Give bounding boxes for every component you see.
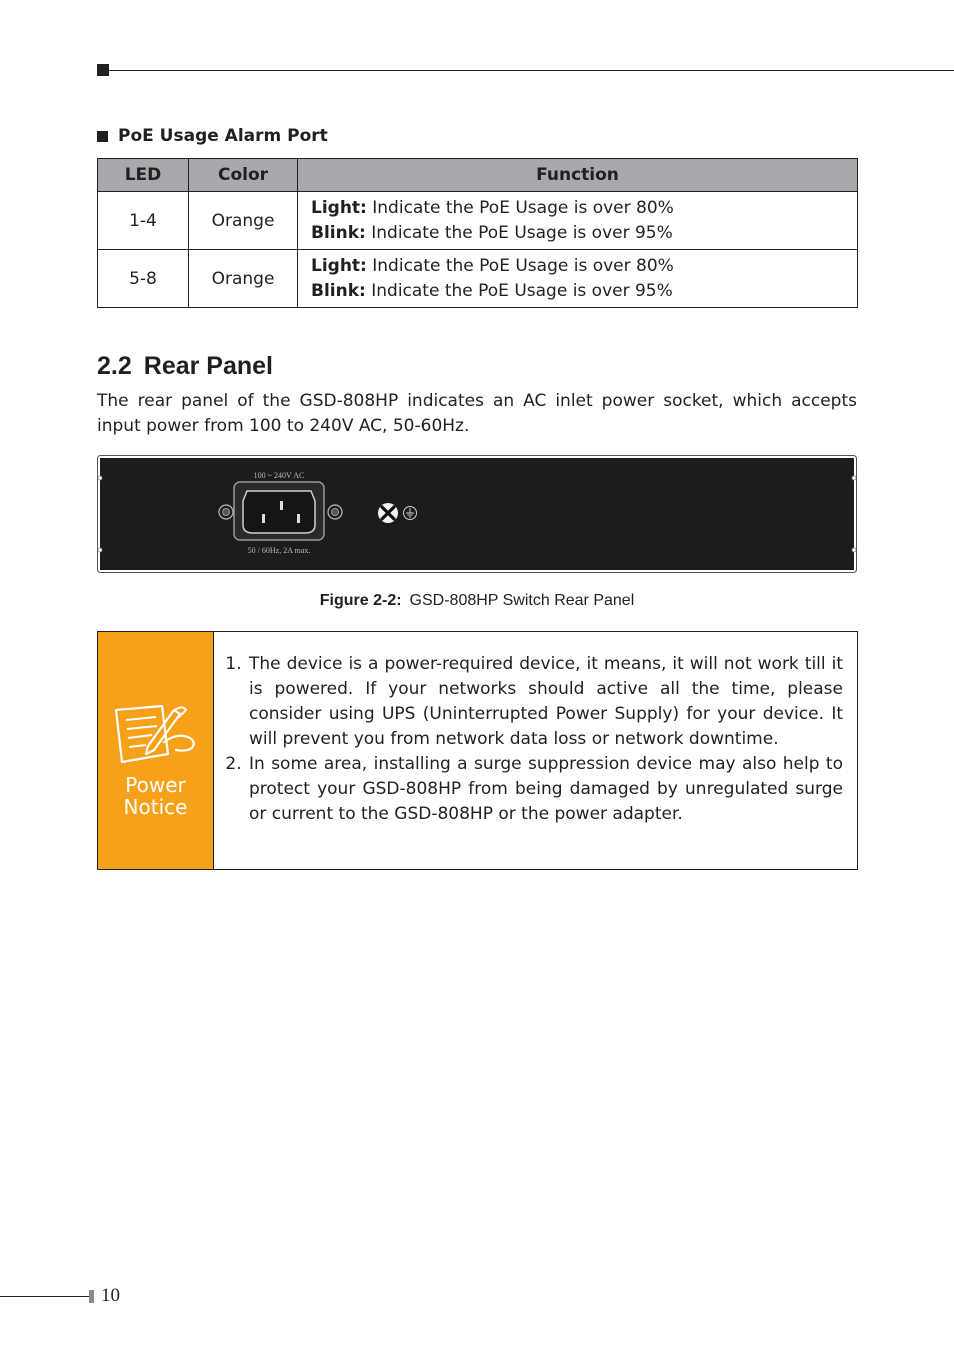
cell-function	[298, 192, 858, 250]
header-square-marker	[97, 64, 109, 76]
notice-label-line2: Notice	[123, 795, 188, 819]
footer-rule	[0, 1296, 89, 1297]
light-text: Indicate the PoE Usage is over 80%	[372, 255, 674, 276]
section-title-text: PoE Usage Alarm Port	[118, 126, 328, 146]
notice-label-line1: Power	[125, 773, 186, 797]
light-label: Light:	[311, 197, 367, 218]
table-row	[98, 250, 858, 308]
cell-led: 1-4	[98, 192, 189, 250]
notice-content	[214, 632, 857, 869]
panel-corner-screw	[852, 548, 856, 552]
panel-face	[100, 458, 854, 570]
bullet-square-icon	[97, 131, 108, 142]
panel-corner-screw	[98, 548, 102, 552]
ground-screw-icon	[378, 503, 398, 523]
figure-caption-text: GSD-808HP Switch Rear Panel	[409, 592, 635, 609]
footer-mark	[89, 1290, 94, 1303]
blink-label: Blink:	[311, 222, 366, 243]
list-item: 1. The device is a power-required device, it means, it will not work till it is powered. If your networks should active all the time, please consider using UPS (Uninterrupted Power Supply) for your device. It will prevent you from network data loss or network downtime.	[247, 652, 843, 752]
cell-function	[298, 250, 858, 308]
notice-sidebar	[98, 632, 214, 869]
intro-paragraph: The rear panel of the GSD-808HP indicates an AC inlet power socket, which accepts input power from 100 to 240V AC, 50-60Hz.	[97, 391, 857, 436]
table-header-row	[98, 159, 858, 192]
list-item: 2. In some area, installing a surge suppression device may also help to protect your GSD-808HP from being damaged by unregulated surge or current to the GSD-808HP or the power adapter.	[247, 752, 843, 827]
panel-corner-screw	[852, 476, 856, 480]
header-led: LED	[98, 159, 189, 192]
panel-corner-screw	[98, 476, 102, 480]
table-row	[98, 192, 858, 250]
header-function: Function	[298, 159, 858, 192]
header-color: Color	[189, 159, 298, 192]
notice-list	[224, 652, 843, 827]
heading-title: Rear Panel	[143, 352, 274, 380]
power-notice-box	[97, 631, 858, 870]
cell-color: Orange	[189, 192, 298, 250]
page-number: 10	[101, 1285, 120, 1306]
cell-led: 5-8	[98, 250, 189, 308]
blink-text: Indicate the PoE Usage is over 95%	[371, 222, 673, 243]
section-title	[97, 126, 328, 146]
section-heading	[97, 352, 273, 381]
header-rule	[109, 70, 954, 71]
panel-frequency-label: 50 / 60Hz, 2A max.	[247, 546, 311, 555]
cell-color: Orange	[189, 250, 298, 308]
rear-panel-figure	[97, 455, 857, 573]
notepad-pen-icon	[112, 702, 198, 770]
heading-number: 2.2	[97, 352, 132, 380]
ac-inlet-socket-icon	[234, 482, 324, 540]
blink-text: Indicate the PoE Usage is over 95%	[371, 280, 673, 301]
panel-voltage-label: 100 ~ 240V AC	[253, 471, 305, 480]
blink-label: Blink:	[311, 280, 366, 301]
light-text: Indicate the PoE Usage is over 80%	[372, 197, 674, 218]
figure-label: Figure 2-2:	[319, 592, 402, 609]
notice-label	[98, 774, 213, 818]
light-label: Light:	[311, 255, 367, 276]
figure-caption	[0, 592, 954, 610]
led-table	[97, 158, 858, 308]
